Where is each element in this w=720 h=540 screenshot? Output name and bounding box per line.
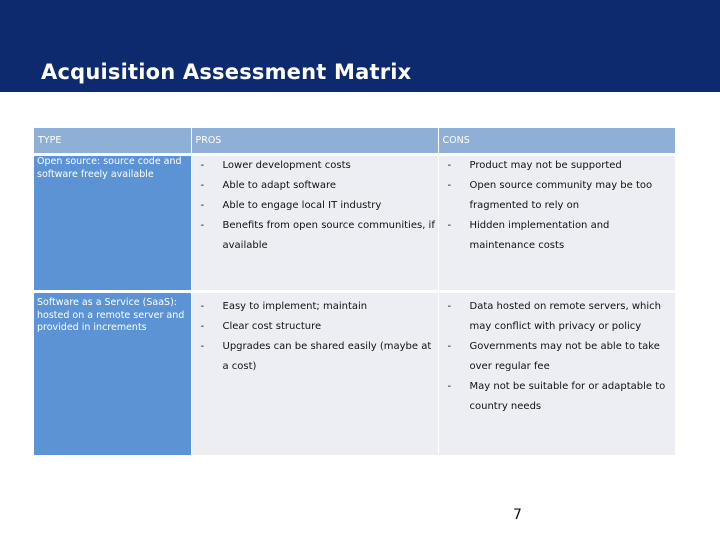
con-item: - Open source community may be too fragmented to rely on [439, 176, 676, 216]
type-cell-saas [34, 293, 191, 455]
header-pros: PROS [191, 128, 438, 153]
type-name: Software as a Service (SaaS): [37, 297, 177, 308]
page-number: 7 [513, 507, 522, 523]
con-item: - Hidden implementation and maintenance costs [439, 216, 676, 256]
pros-cell [191, 293, 438, 455]
cons-cell [438, 293, 675, 455]
pro-item: - Lower development costs [192, 156, 438, 176]
pros-cell [191, 156, 438, 290]
pro-item: - Easy to implement; maintain [192, 297, 438, 317]
cons-cell [438, 156, 675, 290]
header-cons: CONS [438, 128, 675, 153]
table-row [34, 156, 675, 290]
header-type: TYPE [34, 128, 191, 153]
type-description: hosted on a remote server and provided in increments [37, 309, 185, 333]
slide-title: Acquisition Assessment Matrix [41, 60, 412, 84]
type-name: Open source: [37, 156, 101, 167]
pro-item: - Able to engage local IT industry [192, 196, 438, 216]
pro-item: - Able to adapt software [192, 176, 438, 196]
pro-item: - Upgrades can be shared easily (maybe at a cost) [192, 337, 438, 377]
table-row [34, 293, 675, 455]
type-description: source code and software freely available [37, 156, 182, 180]
con-item: - Data hosted on remote servers, which may conflict with privacy or policy [439, 297, 676, 337]
con-item: - May not be suitable for or adaptable to country needs [439, 377, 676, 417]
pro-item: - Benefits from open source communities, if available [192, 216, 438, 256]
pro-item: - Clear cost structure [192, 317, 438, 337]
header-row [34, 128, 675, 153]
con-item: - Product may not be supported [439, 156, 676, 176]
type-cell-open-source [34, 156, 191, 290]
assessment-matrix [34, 128, 675, 455]
con-item: - Governments may not be able to take over regular fee [439, 337, 676, 377]
